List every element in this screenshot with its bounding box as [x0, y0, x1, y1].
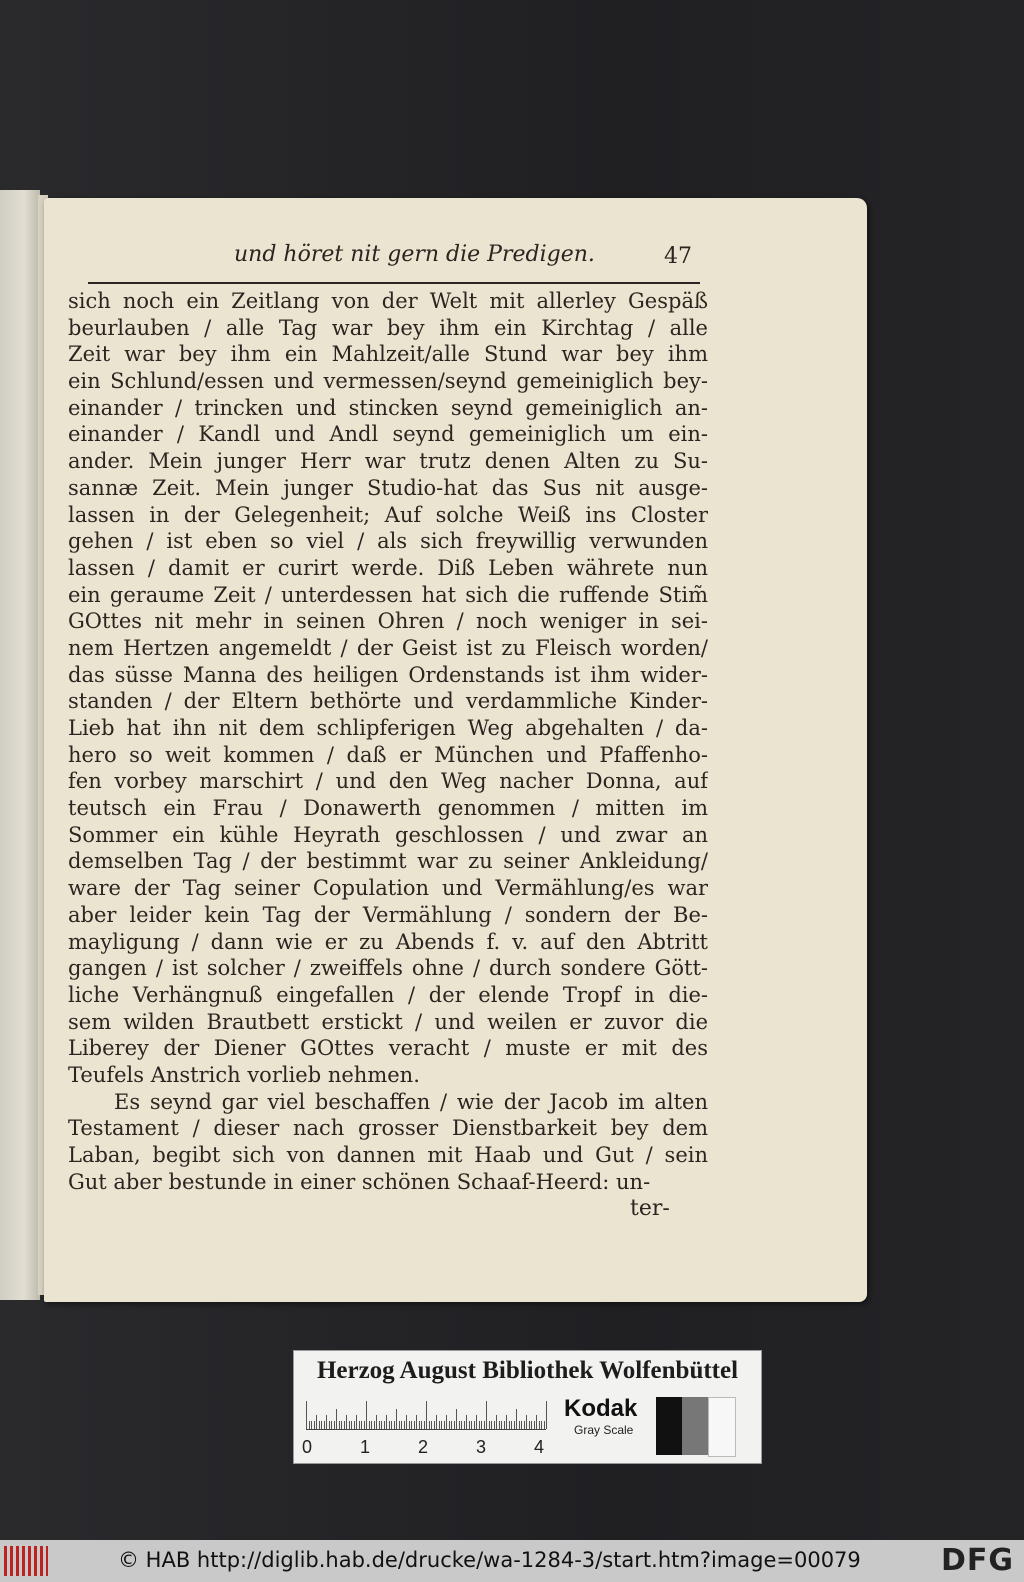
text-line: das süsse Manna des heiligen Ordenstands ist ihm wider- — [68, 662, 708, 687]
ruler-tick — [544, 1421, 545, 1429]
ruler-tick — [414, 1421, 415, 1429]
ruler-tick — [509, 1421, 510, 1429]
ruler-tick — [374, 1421, 375, 1429]
text-line: lassen / damit er curirt werde. Diß Leben währete nun — [68, 555, 708, 580]
ruler-tick — [431, 1421, 432, 1429]
ruler-tick — [521, 1421, 522, 1429]
hab-barcode-icon — [4, 1546, 48, 1576]
ruler-tick — [344, 1421, 345, 1429]
dfg-logo: DFG — [940, 1543, 1014, 1578]
ruler-tick — [439, 1421, 440, 1429]
ruler-tick — [369, 1421, 370, 1429]
ruler-tick — [511, 1421, 512, 1429]
ruler-tick — [424, 1421, 425, 1429]
ruler-tick — [516, 1409, 517, 1429]
ruler-tick — [441, 1421, 442, 1429]
ruler-tick — [474, 1421, 475, 1429]
ruler-tick — [534, 1421, 535, 1429]
ruler-tick — [401, 1421, 402, 1429]
ruler-tick — [504, 1421, 505, 1429]
text-line: Liberey der Diener GOttes veracht / muste er mit des — [68, 1036, 708, 1061]
text-line: ein geraume Zeit / unterdessen hat sich die ruffende Stim̃ — [68, 582, 708, 607]
ruler-tick — [484, 1421, 485, 1429]
ruler-tick — [446, 1415, 447, 1429]
ruler-tick — [306, 1401, 307, 1429]
running-head — [88, 242, 700, 284]
scale-number: 0 — [302, 1437, 313, 1457]
ruler-tick — [324, 1421, 325, 1429]
text-line: aber leider kein Tag der Vermählung / sondern der Be- — [68, 902, 708, 927]
ruler-tick — [489, 1421, 490, 1429]
ruler-tick — [416, 1415, 417, 1429]
ruler-tick — [394, 1421, 395, 1429]
gray-swatch-white — [708, 1397, 736, 1457]
running-head-title: und höret nit gern die Predigen. — [234, 242, 595, 267]
ruler-tick — [466, 1415, 467, 1429]
ruler-tick — [541, 1421, 542, 1429]
ruler-tick — [316, 1415, 317, 1429]
text-line: GOttes nit mehr in seinen Ohren / noch weniger in sei- — [68, 609, 708, 634]
ruler-tick — [471, 1421, 472, 1429]
ruler-tick — [359, 1421, 360, 1429]
ruler-tick — [409, 1421, 410, 1429]
ruler-tick — [386, 1415, 387, 1429]
ruler-tick — [309, 1421, 310, 1429]
ruler-tick — [349, 1421, 350, 1429]
ruler-tick — [456, 1409, 457, 1429]
ruler-tick — [399, 1421, 400, 1429]
ruler-tick — [461, 1421, 462, 1429]
ruler-tick — [421, 1421, 422, 1429]
text-line: fen vorbey marschirt / und den Weg nacher Donna, auf — [68, 769, 708, 794]
ruler-tick — [396, 1409, 397, 1429]
ruler-tick — [501, 1421, 502, 1429]
ruler-tick — [499, 1421, 500, 1429]
ruler-tick — [436, 1415, 437, 1429]
text-line: Sommer ein kühle Heyrath geschlossen / und zwar an — [68, 822, 708, 847]
scale-number: 2 — [418, 1437, 429, 1457]
text-line: einander / trincken und stincken seynd gemeiniglich an- — [68, 395, 708, 420]
kodak-subtitle: Gray Scale — [574, 1423, 634, 1437]
ruler-tick — [334, 1421, 335, 1429]
text-line: Zeit war bey ihm ein Mahlzeit/alle Stund war bey ihm — [68, 342, 708, 367]
text-line: gehen / ist eben so viel / als sich freywillig verwunden — [68, 529, 708, 554]
ruler-tick — [479, 1421, 480, 1429]
ruler-tick — [311, 1421, 312, 1429]
ruler-tick — [339, 1421, 340, 1429]
ruler-tick — [321, 1421, 322, 1429]
ruler-tick — [411, 1421, 412, 1429]
ruler-tick — [464, 1421, 465, 1429]
text-line: teutsch ein Frau / Donawerth genommen / mitten im — [68, 796, 708, 821]
text-line: ware der Tag seiner Copulation und Vermählung/es war — [68, 876, 708, 901]
ruler-tick — [351, 1421, 352, 1429]
ruler-tick — [389, 1421, 390, 1429]
page-number: 47 — [664, 244, 692, 269]
kodak-brand: Kodak — [564, 1395, 638, 1422]
ruler-tick — [531, 1421, 532, 1429]
ruler-tick — [391, 1421, 392, 1429]
ruler-tick — [519, 1421, 520, 1429]
text-line: beurlauben / alle Tag war bey ihm ein Kirchtag / alle — [68, 315, 708, 340]
ruler-tick — [449, 1421, 450, 1429]
ruler-tick — [514, 1421, 515, 1429]
text-line: ander. Mein junger Herr war trutz denen Alten zu Su- — [68, 449, 708, 474]
text-line: sannæ Zeit. Mein junger Studio-hat das Sus nit ausge- — [68, 475, 708, 500]
ruler-tick — [526, 1415, 527, 1429]
target-title: Herzog August Bibliothek Wolfenbüttel — [316, 1357, 739, 1384]
page-text — [68, 288, 708, 1195]
ruler-tick — [459, 1421, 460, 1429]
text-line: Laban, begibt sich von dannen mit Haab und Gut / sein — [68, 1143, 708, 1167]
ruler-tick — [381, 1421, 382, 1429]
ruler-tick — [329, 1421, 330, 1429]
ruler-tick — [354, 1421, 355, 1429]
ruler-tick — [454, 1421, 455, 1429]
text-line: mayligung / dann wie er zu Abends f. v. auf den Abtritt — [68, 929, 708, 954]
ruler-tick — [524, 1421, 525, 1429]
text-line: einander / Kandl und Andl seynd gemeiniglich um ein- — [68, 422, 708, 447]
ruler-tick — [426, 1401, 427, 1429]
scale-number: 1 — [360, 1437, 371, 1457]
text-line: Gut aber bestunde in einer schönen Schaaf-Heerd: un- — [68, 1169, 651, 1194]
ruler-tick — [434, 1421, 435, 1429]
scale-ruler — [306, 1399, 546, 1430]
text-line: Lieb hat ihn nit dem schlipferigen Weg abgehalten / da- — [68, 716, 708, 740]
text-line: Es seynd gar viel beschaffen / wie der Jacob im alten — [114, 1089, 708, 1114]
color-target-card — [293, 1350, 762, 1464]
gray-swatch-black — [656, 1397, 682, 1455]
ruler-tick — [406, 1415, 407, 1429]
text-line: sich noch ein Zeitlang von der Welt mit allerley Gespäß — [68, 289, 708, 313]
ruler-tick — [336, 1409, 337, 1429]
ruler-tick — [539, 1421, 540, 1429]
gray-swatch-mid — [682, 1397, 708, 1455]
ruler-tick — [319, 1421, 320, 1429]
footer-copyright[interactable]: © HAB http://diglib.hab.de/drucke/wa-1284-3/start.htm?image=00079 — [118, 1548, 861, 1572]
ruler-tick — [491, 1421, 492, 1429]
scale-number: 4 — [534, 1437, 545, 1457]
ruler-tick — [404, 1421, 405, 1429]
ruler-tick — [546, 1401, 547, 1429]
text-line: liche Verhängnuß eingefallen / der elende Tropf in die- — [68, 982, 708, 1007]
text-line: sem wilden Brautbett erstickt / und weilen er zuvor die — [68, 1009, 708, 1034]
ruler-tick — [529, 1421, 530, 1429]
previous-page-edge — [0, 190, 40, 1300]
text-line: Teufels Anstrich vorlieb nehmen. — [68, 1062, 420, 1087]
ruler-tick — [469, 1421, 470, 1429]
ruler-tick — [444, 1421, 445, 1429]
ruler-tick — [496, 1415, 497, 1429]
ruler-tick — [314, 1421, 315, 1429]
ruler-tick — [379, 1421, 380, 1429]
text-line: ein Schlund/essen und vermessen/seynd gemeiniglich bey- — [68, 369, 708, 394]
ruler-tick — [341, 1421, 342, 1429]
ruler-tick — [331, 1421, 332, 1429]
ruler-tick — [494, 1421, 495, 1429]
text-line: gangen / ist solcher / zweiffels ohne / durch sondere Gött- — [68, 956, 708, 981]
ruler-tick — [366, 1401, 367, 1429]
ruler-tick — [371, 1421, 372, 1429]
ruler-tick — [364, 1421, 365, 1429]
text-line: nem Hertzen angemeldt / der Geist ist zu Fleisch worden/ — [68, 635, 708, 660]
footer-bar — [0, 1540, 1024, 1582]
text-line: hero so weit kommen / daß er München und Pfaffenho- — [68, 742, 708, 767]
ruler-tick — [536, 1415, 537, 1429]
ruler-tick — [481, 1421, 482, 1429]
ruler-tick — [346, 1415, 347, 1429]
ruler-tick — [486, 1401, 487, 1429]
ruler-tick — [429, 1421, 430, 1429]
catchword: ter- — [630, 1196, 670, 1221]
text-line: standen / der Eltern bethörte und verdammliche Kinder- — [68, 689, 708, 714]
ruler-tick — [356, 1415, 357, 1429]
text-line: demselben Tag / der bestimmt war zu seiner Ankleidung/ — [68, 849, 708, 874]
ruler-tick — [384, 1421, 385, 1429]
text-line: lassen in der Gelegenheit; Auf solche Weiß ins Closter — [68, 502, 708, 527]
ruler-tick — [419, 1421, 420, 1429]
ruler-tick — [376, 1415, 377, 1429]
ruler-tick — [476, 1415, 477, 1429]
ruler-tick — [326, 1415, 327, 1429]
ruler-tick — [451, 1421, 452, 1429]
scale-number: 3 — [476, 1437, 487, 1457]
ruler-tick — [361, 1421, 362, 1429]
ruler-tick — [506, 1415, 507, 1429]
text-line: Testament / dieser nach grosser Dienstbarkeit bey dem — [68, 1116, 708, 1141]
